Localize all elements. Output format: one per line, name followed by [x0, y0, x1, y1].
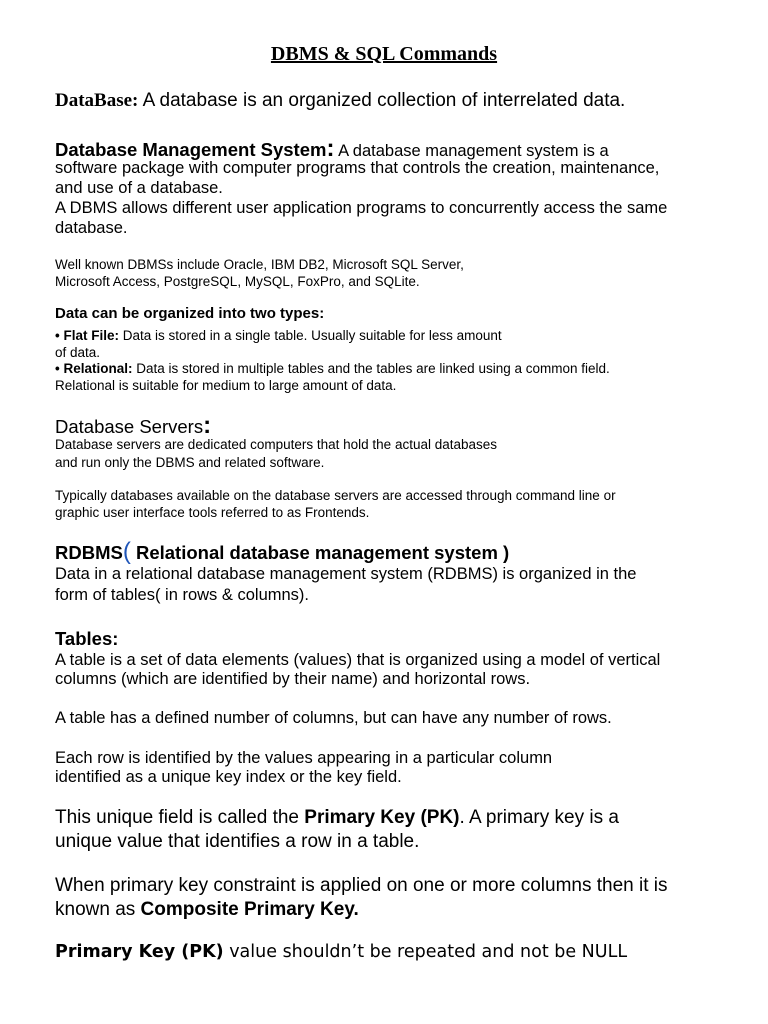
- servers-colon: :: [203, 412, 212, 439]
- flat-file-label: • Flat File:: [55, 328, 119, 343]
- known-dbms-line2: Microsoft Access, PostgreSQL, MySQL, FoxPro, and SQLite.: [55, 274, 420, 289]
- pk-line1: [55, 807, 619, 829]
- flat-file-item: [55, 328, 502, 345]
- pk-final-term: Primary Key (PK): [55, 942, 224, 962]
- relational-cont: Relational is suitable for medium to large amount of data.: [55, 378, 397, 393]
- dbms-heading: Database Management System: [55, 139, 327, 160]
- relational-text: Data is stored in multiple tables and the tables are linked using a common field.: [132, 361, 610, 376]
- database-definition: [55, 90, 625, 112]
- dbms-line2: software package with computer programs that controls the creation, maintenance,: [55, 159, 660, 177]
- servers-p2-line1: Typically databases available on the database servers are accessed through command line or: [55, 488, 616, 503]
- composite-term: Composite Primary Key.: [140, 899, 359, 920]
- tables-p2: A table has a defined number of columns, but can have any number of rows.: [55, 709, 612, 727]
- database-text: A database is an organized collection of interrelated data.: [138, 90, 626, 111]
- rdbms-heading: [55, 540, 509, 565]
- rdbms-paren: (: [122, 538, 131, 565]
- servers-heading-line: [55, 412, 211, 440]
- known-dbms-line1: Well known DBMSs include Oracle, IBM DB2, Microsoft SQL Server,: [55, 257, 464, 272]
- page-title: DBMS & SQL Commands: [270, 43, 498, 65]
- relational-label: • Relational:: [55, 361, 133, 376]
- dbms-line4: A DBMS allows different user application programs to concurrently access the same: [55, 199, 668, 217]
- servers-p1-line2: and run only the DBMS and related software.: [55, 455, 325, 470]
- dbms-line1: A database management system is a: [334, 142, 609, 160]
- rdbms-line2: form of tables( in rows & columns).: [55, 586, 309, 604]
- pk-final-line: [55, 942, 627, 962]
- pk-line1-c: . A primary key is a: [459, 807, 619, 828]
- types-heading: Data can be organized into two types:: [55, 305, 325, 322]
- composite-line1: When primary key constraint is applied on one or more columns then it is: [55, 875, 668, 896]
- relational-item: [55, 361, 610, 378]
- flat-file-text: Data is stored in a single table. Usually suitable for less amount: [118, 328, 502, 343]
- rdbms-line1: Data in a relational database management system (RDBMS) is organized in the: [55, 565, 637, 583]
- servers-p2-line2: graphic user interface tools referred to as Frontends.: [55, 505, 370, 520]
- tables-p1-line1: A table is a set of data elements (values) that is organized using a model of vertical: [55, 651, 661, 669]
- database-term: DataBase:: [55, 90, 139, 111]
- composite-line2-a: known as: [55, 899, 141, 920]
- rdbms-heading-a: RDBMS: [55, 542, 123, 563]
- pk-final-text: value shouldn’t be repeated and not be NULL: [223, 942, 628, 962]
- pk-line1-term: Primary Key (PK): [304, 807, 460, 828]
- composite-line2: [55, 899, 359, 921]
- servers-heading: Database Servers: [55, 416, 204, 437]
- dbms-line5: database.: [55, 219, 128, 237]
- dbms-line3: and use of a database.: [55, 179, 223, 197]
- tables-heading: Tables:: [55, 628, 119, 649]
- pk-line2: unique value that identifies a row in a table.: [55, 831, 420, 852]
- tables-p1-line2: columns (which are identified by their name) and horizontal rows.: [55, 670, 531, 688]
- flat-file-cont: of data.: [55, 345, 101, 360]
- tables-p3-line2: identified as a unique key index or the key field.: [55, 768, 402, 786]
- servers-p1-line1: Database servers are dedicated computers that hold the actual databases: [55, 437, 498, 452]
- tables-p3-line1: Each row is identified by the values appearing in a particular column: [55, 749, 553, 767]
- pk-line1-a: This unique field is called the: [55, 807, 305, 828]
- dbms-colon: :: [326, 135, 335, 162]
- rdbms-heading-b: Relational database management system ): [130, 542, 510, 563]
